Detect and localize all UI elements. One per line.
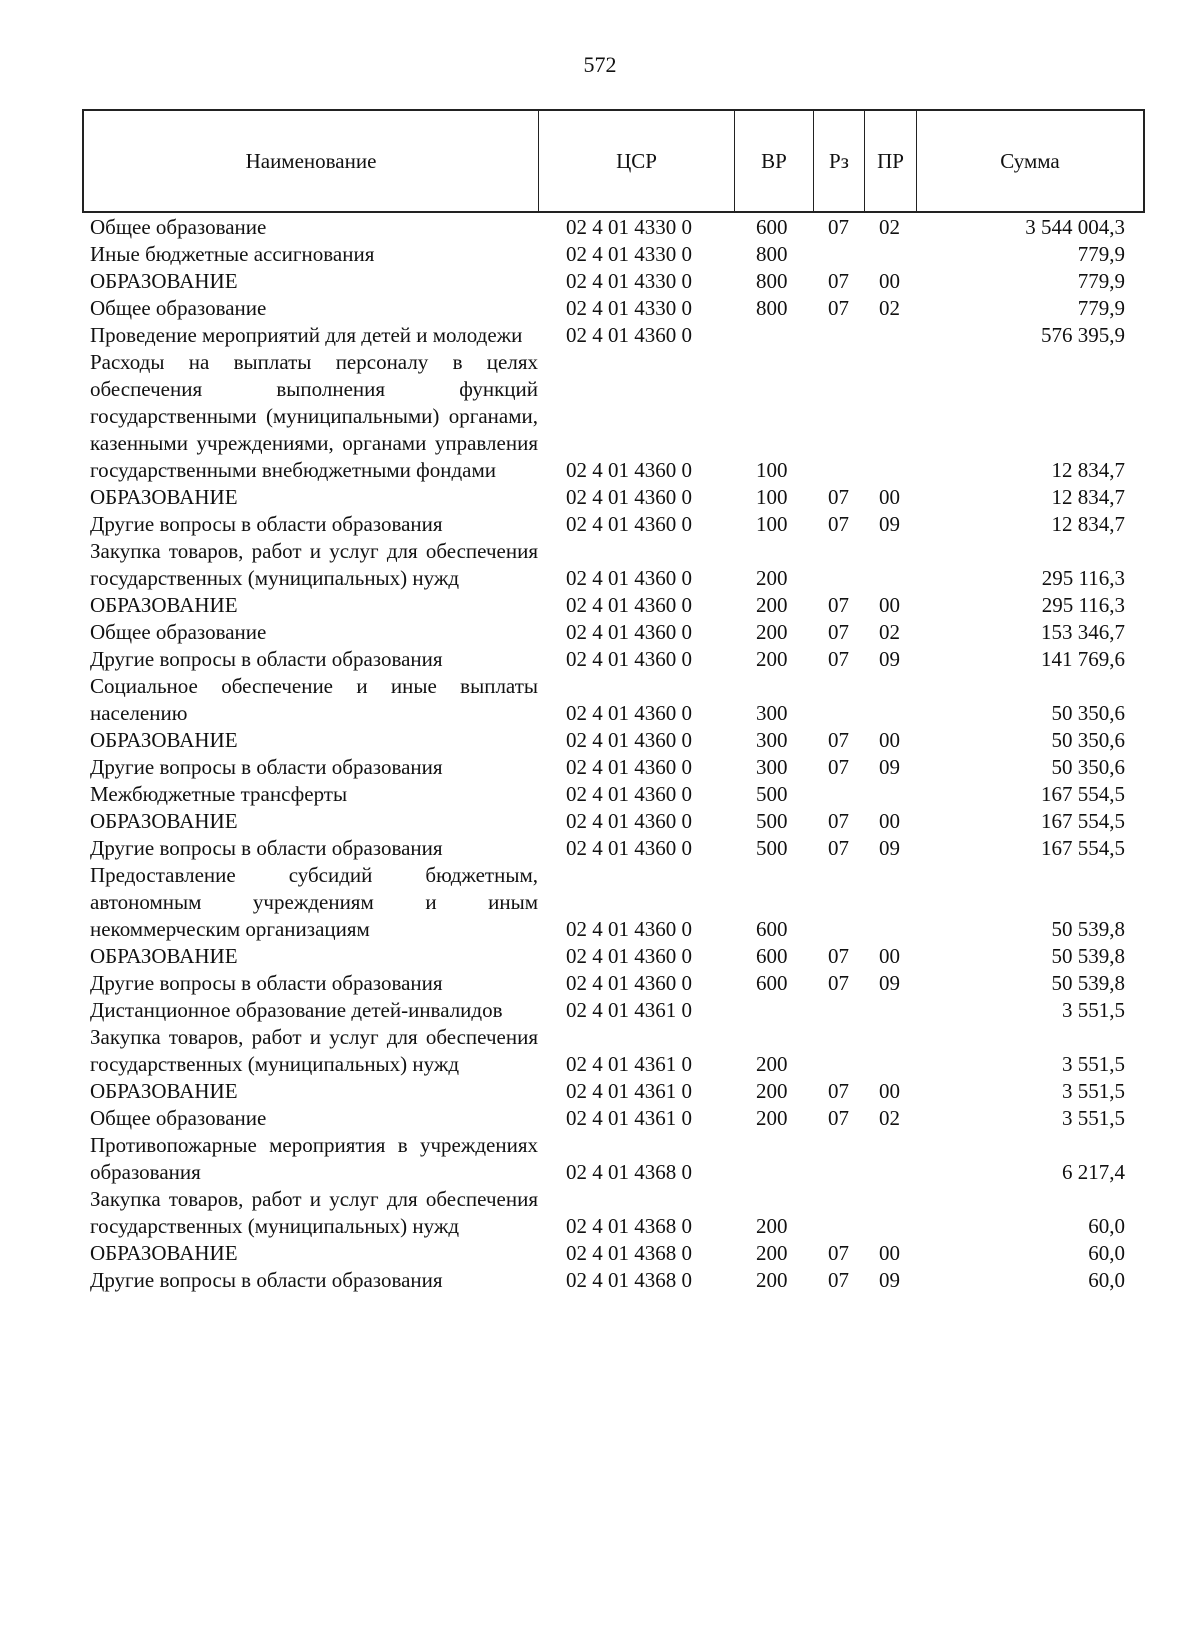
table-row — [82, 214, 1145, 241]
cell-pr: 00 — [879, 485, 900, 509]
cell-name: Предоставление субсидий бюджетным, автономным учреждениям и иным некоммерческим организациям — [90, 863, 538, 941]
page-number: 572 — [583, 52, 617, 77]
cell-name: Другие вопросы в области образования — [90, 971, 443, 995]
cell-csr: 02 4 01 4361 0 — [566, 1079, 692, 1103]
cell-vr: 200 — [756, 1268, 788, 1292]
cell-pr: 09 — [879, 647, 900, 671]
cell-name: Другие вопросы в области образования — [90, 755, 443, 779]
cell-csr: 02 4 01 4368 0 — [566, 1268, 692, 1292]
cell-vr: 300 — [756, 755, 788, 779]
table-row — [82, 511, 1145, 538]
cell-csr: 02 4 01 4360 0 — [566, 620, 692, 644]
table-row — [82, 997, 1145, 1024]
cell-pr: 02 — [879, 1106, 900, 1130]
cell-rz: 07 — [828, 971, 849, 995]
cell-rz: 07 — [828, 296, 849, 320]
cell-csr: 02 4 01 4330 0 — [566, 215, 692, 239]
cell-name: Социальное обеспечение и иные выплаты населению — [90, 674, 538, 725]
cell-sum: 50 539,8 — [1051, 971, 1125, 995]
cell-vr: 500 — [756, 782, 788, 806]
cell-csr: 02 4 01 4360 0 — [566, 917, 692, 941]
cell-name: Другие вопросы в области образования — [90, 512, 443, 536]
cell-name: ОБРАЗОВАНИЕ — [90, 485, 238, 509]
cell-name: Межбюджетные трансферты — [90, 782, 348, 806]
table-row — [82, 592, 1145, 619]
cell-csr: 02 4 01 4360 0 — [566, 593, 692, 617]
cell-rz: 07 — [828, 485, 849, 509]
cell-rz: 07 — [828, 215, 849, 239]
cell-sum: 576 395,9 — [1041, 323, 1125, 347]
cell-name: Противопожарные мероприятия в учреждениях образования — [90, 1133, 538, 1184]
table-row — [82, 268, 1145, 295]
cell-sum: 779,9 — [1077, 242, 1125, 266]
cell-pr: 09 — [879, 836, 900, 860]
cell-vr: 800 — [756, 296, 788, 320]
header-sum: Сумма — [1000, 148, 1060, 173]
cell-sum: 779,9 — [1077, 296, 1125, 320]
cell-name: Дистанционное образование детей-инвалидов — [90, 998, 503, 1022]
cell-csr: 02 4 01 4330 0 — [566, 269, 692, 293]
cell-sum: 153 346,7 — [1041, 620, 1125, 644]
cell-csr: 02 4 01 4368 0 — [566, 1214, 692, 1238]
cell-csr: 02 4 01 4360 0 — [566, 458, 692, 482]
cell-vr: 200 — [756, 1214, 788, 1238]
cell-vr: 300 — [756, 701, 788, 725]
table-row — [82, 808, 1145, 835]
cell-pr: 00 — [879, 1241, 900, 1265]
cell-vr: 500 — [756, 836, 788, 860]
cell-vr: 600 — [756, 971, 788, 995]
header-pr: ПР — [865, 111, 917, 211]
cell-vr: 600 — [756, 917, 788, 941]
cell-rz: 07 — [828, 1241, 849, 1265]
cell-name: ОБРАЗОВАНИЕ — [90, 944, 238, 968]
cell-vr: 100 — [756, 485, 788, 509]
cell-pr: 09 — [879, 1268, 900, 1292]
cell-rz: 07 — [828, 728, 849, 752]
cell-csr: 02 4 01 4361 0 — [566, 1052, 692, 1076]
cell-vr: 200 — [756, 1241, 788, 1265]
cell-name: ОБРАЗОВАНИЕ — [90, 269, 238, 293]
table-row — [82, 295, 1145, 322]
cell-rz: 07 — [828, 809, 849, 833]
cell-name: Расходы на выплаты персоналу в целях обеспечения выполнения функций государственными (муниципальными) органами, казенными учреждениями, органами управления государственными внебюджетными фондами — [90, 350, 538, 482]
cell-name: Другие вопросы в области образования — [90, 836, 443, 860]
cell-csr: 02 4 01 4330 0 — [566, 296, 692, 320]
cell-vr: 200 — [756, 647, 788, 671]
table-row — [82, 1078, 1145, 1105]
cell-rz: 07 — [828, 755, 849, 779]
table-row — [82, 835, 1145, 862]
cell-csr: 02 4 01 4360 0 — [566, 971, 692, 995]
table-header — [82, 109, 1145, 213]
cell-name: Закупка товаров, работ и услуг для обеспечения государственных (муниципальных) нужд — [90, 539, 538, 590]
table-row — [82, 1105, 1145, 1132]
cell-name: ОБРАЗОВАНИЕ — [90, 809, 238, 833]
cell-pr: 00 — [879, 1079, 900, 1103]
cell-sum: 60,0 — [1088, 1268, 1125, 1292]
cell-rz: 07 — [828, 944, 849, 968]
cell-sum: 295 116,3 — [1041, 566, 1125, 590]
table-row — [82, 943, 1145, 970]
cell-vr: 200 — [756, 620, 788, 644]
header-vr: ВР — [735, 111, 814, 211]
cell-name: Общее образование — [90, 215, 267, 239]
cell-pr: 02 — [879, 620, 900, 644]
cell-sum: 141 769,6 — [1041, 647, 1125, 671]
cell-pr: 00 — [879, 944, 900, 968]
cell-csr: 02 4 01 4360 0 — [566, 755, 692, 779]
cell-csr: 02 4 01 4361 0 — [566, 1106, 692, 1130]
table-row — [82, 1186, 1145, 1240]
cell-pr: 02 — [879, 296, 900, 320]
cell-name: Закупка товаров, работ и услуг для обеспечения государственных (муниципальных) нужд — [90, 1187, 538, 1238]
table-row — [82, 1267, 1145, 1294]
cell-rz: 07 — [828, 593, 849, 617]
table-row — [82, 1024, 1145, 1078]
table-row — [82, 538, 1145, 592]
cell-sum: 295 116,3 — [1041, 593, 1125, 617]
cell-csr: 02 4 01 4360 0 — [566, 512, 692, 536]
cell-csr: 02 4 01 4368 0 — [566, 1241, 692, 1265]
cell-csr: 02 4 01 4360 0 — [566, 728, 692, 752]
cell-pr: 09 — [879, 971, 900, 995]
table-row — [82, 970, 1145, 997]
cell-sum: 12 834,7 — [1051, 458, 1125, 482]
cell-sum: 3 551,5 — [1062, 1079, 1125, 1103]
table-body — [82, 214, 1145, 1294]
cell-sum: 50 350,6 — [1051, 728, 1125, 752]
cell-csr: 02 4 01 4360 0 — [566, 647, 692, 671]
cell-name: Закупка товаров, работ и услуг для обеспечения государственных (муниципальных) нужд — [90, 1025, 538, 1076]
cell-pr: 00 — [879, 593, 900, 617]
cell-sum: 60,0 — [1088, 1214, 1125, 1238]
table-row — [82, 862, 1145, 943]
cell-name: ОБРАЗОВАНИЕ — [90, 728, 238, 752]
cell-sum: 167 554,5 — [1041, 809, 1125, 833]
cell-csr: 02 4 01 4360 0 — [566, 323, 692, 347]
cell-vr: 200 — [756, 1106, 788, 1130]
table-row — [82, 619, 1145, 646]
cell-name: Иные бюджетные ассигнования — [90, 242, 375, 266]
cell-pr: 09 — [879, 755, 900, 779]
cell-rz: 07 — [828, 512, 849, 536]
table-row — [82, 1132, 1145, 1186]
cell-name: Общее образование — [90, 296, 267, 320]
header-csr: ЦСР — [539, 111, 735, 211]
cell-sum: 12 834,7 — [1051, 485, 1125, 509]
table-row — [82, 349, 1145, 484]
cell-name: Общее образование — [90, 1106, 267, 1130]
table-row — [82, 646, 1145, 673]
table-row — [82, 241, 1145, 268]
cell-rz: 07 — [828, 269, 849, 293]
cell-vr: 200 — [756, 1052, 788, 1076]
cell-sum: 60,0 — [1088, 1241, 1125, 1265]
cell-name: ОБРАЗОВАНИЕ — [90, 593, 238, 617]
cell-sum: 167 554,5 — [1041, 836, 1125, 860]
cell-csr: 02 4 01 4360 0 — [566, 782, 692, 806]
cell-sum: 3 551,5 — [1062, 1052, 1125, 1076]
cell-sum: 50 539,8 — [1051, 944, 1125, 968]
cell-sum: 12 834,7 — [1051, 512, 1125, 536]
cell-vr: 200 — [756, 566, 788, 590]
cell-vr: 100 — [756, 512, 788, 536]
cell-vr: 500 — [756, 809, 788, 833]
cell-rz: 07 — [828, 1268, 849, 1292]
table-row — [82, 781, 1145, 808]
cell-vr: 200 — [756, 1079, 788, 1103]
cell-vr: 600 — [756, 944, 788, 968]
table-row — [82, 484, 1145, 511]
cell-sum: 6 217,4 — [1062, 1160, 1125, 1184]
cell-sum: 779,9 — [1077, 269, 1125, 293]
cell-csr: 02 4 01 4361 0 — [566, 998, 692, 1022]
cell-csr: 02 4 01 4360 0 — [566, 944, 692, 968]
cell-name: Другие вопросы в области образования — [90, 647, 443, 671]
cell-pr: 00 — [879, 728, 900, 752]
cell-vr: 800 — [756, 242, 788, 266]
cell-rz: 07 — [828, 620, 849, 644]
table-row — [82, 1240, 1145, 1267]
cell-vr: 300 — [756, 728, 788, 752]
cell-csr: 02 4 01 4360 0 — [566, 566, 692, 590]
cell-sum: 3 544 004,3 — [1025, 215, 1125, 239]
cell-csr: 02 4 01 4360 0 — [566, 701, 692, 725]
cell-rz: 07 — [828, 647, 849, 671]
cell-rz: 07 — [828, 1106, 849, 1130]
cell-sum: 3 551,5 — [1062, 998, 1125, 1022]
cell-name: Общее образование — [90, 620, 267, 644]
cell-pr: 09 — [879, 512, 900, 536]
cell-csr: 02 4 01 4360 0 — [566, 485, 692, 509]
cell-pr: 00 — [879, 809, 900, 833]
cell-rz: 07 — [828, 836, 849, 860]
cell-csr: 02 4 01 4360 0 — [566, 809, 692, 833]
cell-csr: 02 4 01 4368 0 — [566, 1160, 692, 1184]
cell-vr: 200 — [756, 593, 788, 617]
cell-csr: 02 4 01 4330 0 — [566, 242, 692, 266]
table-row — [82, 673, 1145, 727]
cell-sum: 50 350,6 — [1051, 701, 1125, 725]
cell-vr: 600 — [756, 215, 788, 239]
cell-pr: 00 — [879, 269, 900, 293]
cell-pr: 02 — [879, 215, 900, 239]
table-row — [82, 727, 1145, 754]
cell-name: Проведение мероприятий для детей и молодежи — [90, 323, 523, 347]
table-row — [82, 754, 1145, 781]
cell-name: Другие вопросы в области образования — [90, 1268, 443, 1292]
cell-rz: 07 — [828, 1079, 849, 1103]
cell-sum: 50 539,8 — [1051, 917, 1125, 941]
header-rz: Рз — [814, 111, 865, 211]
cell-csr: 02 4 01 4360 0 — [566, 836, 692, 860]
header-name: Наименование — [84, 111, 539, 211]
cell-vr: 100 — [756, 458, 788, 482]
cell-sum: 3 551,5 — [1062, 1106, 1125, 1130]
cell-name: ОБРАЗОВАНИЕ — [90, 1079, 238, 1103]
cell-sum: 167 554,5 — [1041, 782, 1125, 806]
table-row — [82, 322, 1145, 349]
cell-sum: 50 350,6 — [1051, 755, 1125, 779]
cell-vr: 800 — [756, 269, 788, 293]
cell-name: ОБРАЗОВАНИЕ — [90, 1241, 238, 1265]
